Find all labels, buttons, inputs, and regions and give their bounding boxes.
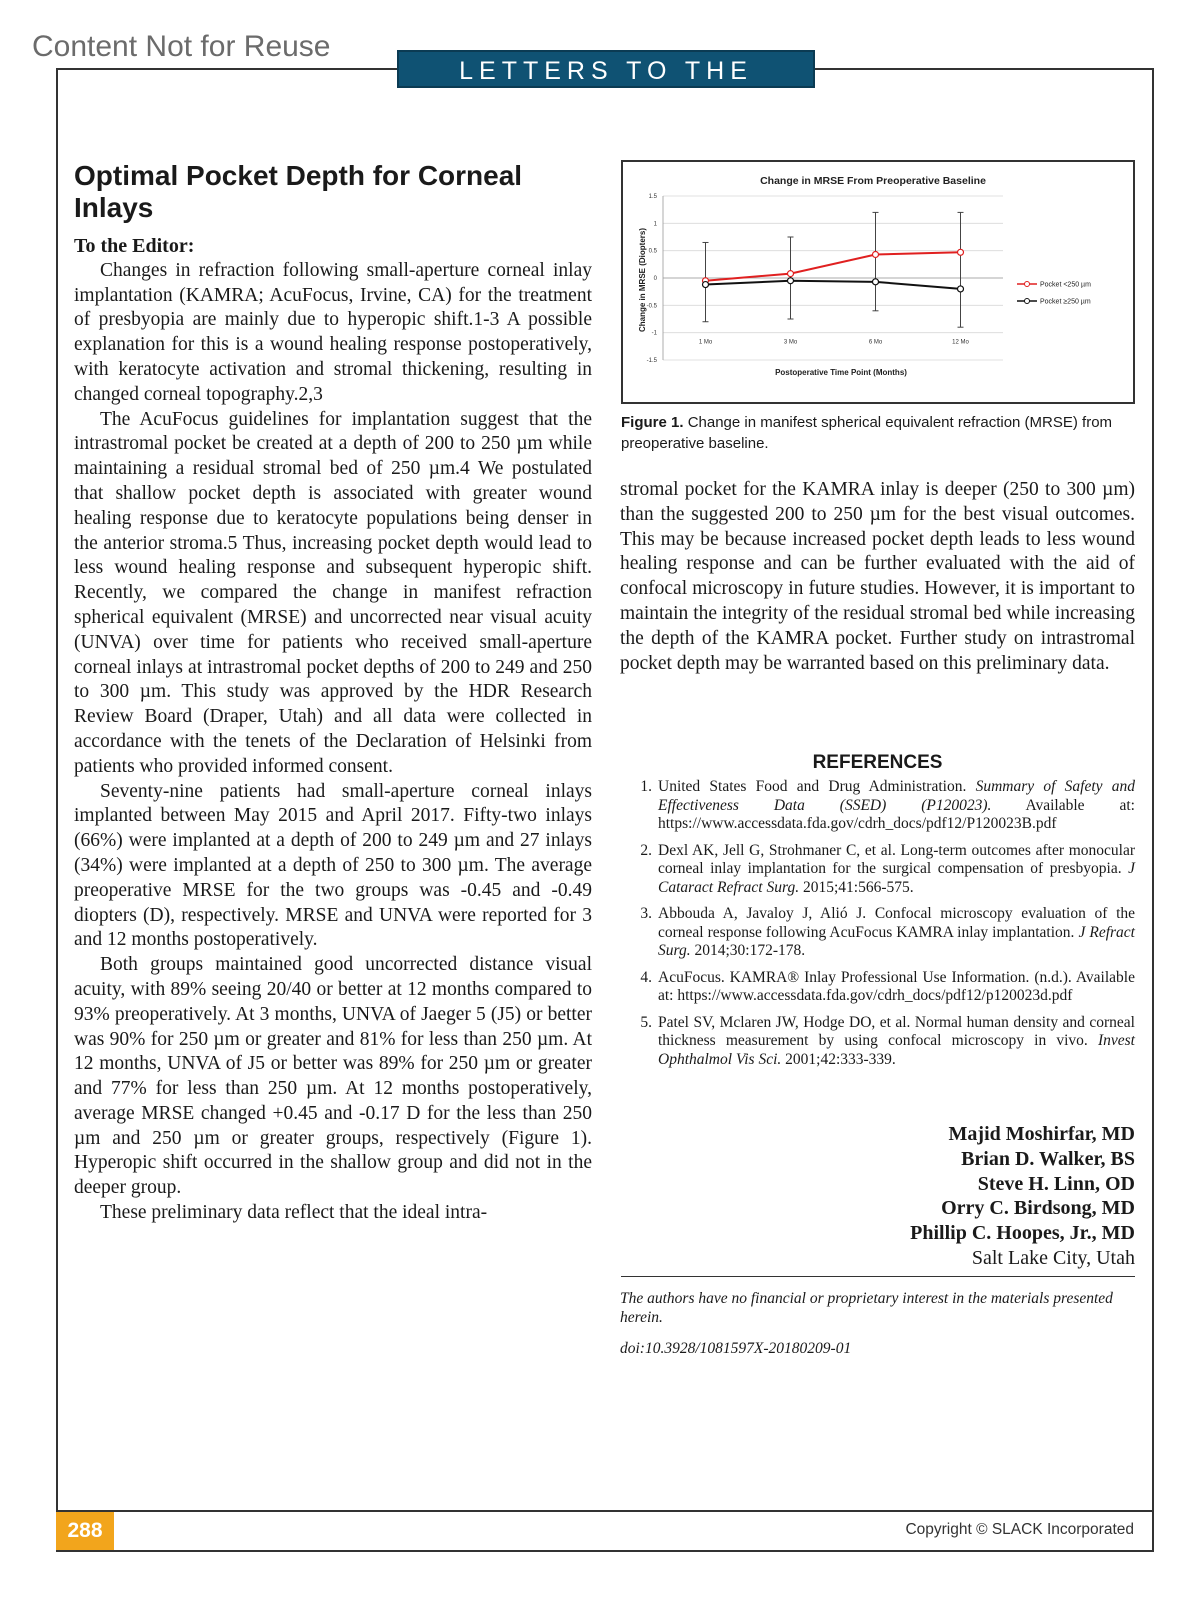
reference-number: 4. xyxy=(640,968,652,986)
salutation: To the Editor: xyxy=(74,235,195,257)
paragraph-1: Changes in refraction following small-aperture corneal inlay implantation (KAMRA; AcuFocus, Irvine, CA) for the treatment of presbyopia are mainly due to hyperopic shift.1-3 A possible explanation for this is a wound healing response postoperatively, with keratocyte activation and stromal thickening, resulting in changed corneal topography.2,3 xyxy=(74,259,592,405)
legend-label: Pocket ≥250 µm xyxy=(1040,298,1091,306)
article-title: Optimal Pocket Depth for Corneal Inlays xyxy=(74,160,523,223)
data-point xyxy=(873,251,879,257)
y-tick-label: 0.5 xyxy=(648,248,657,255)
author-block xyxy=(620,1122,1135,1271)
y-tick-label: 1 xyxy=(653,221,657,228)
y-tick-label: 1.5 xyxy=(648,194,657,200)
series-line xyxy=(706,252,961,280)
paragraph-4: Both groups maintained good uncorrected distance visual acuity, with 89% seeing 20/40 or better at 12 months compared to 93% preoperatively. At 3 months, UNVA of Jaeger 5 (J5) or better was 90% for 250 µm or greater and 81% for less than 250 µm. At 12 months, UNVA of J5 or better was 89% for 250 µm or greater and 77% for less than 250 µm. At 12 months postoperatively, average MRSE changed +0.45 and -0.17 D for the less than 250 µm and 250 µm or greater groups, respectively (Figure 1). Hyperopic shift occurred in the shallow group and did not in the deeper group. xyxy=(74,954,592,1199)
legend-marker xyxy=(1025,299,1030,304)
page-number: 288 xyxy=(56,1512,114,1550)
data-point xyxy=(788,271,794,277)
references-section xyxy=(620,752,1135,1077)
x-tick-label: 3 Mo xyxy=(783,339,798,346)
chart-title: Change in MRSE From Preoperative Baseline xyxy=(760,175,986,187)
reference-item xyxy=(620,969,1135,1006)
section-banner: LETTERS TO THE EDITOR xyxy=(397,50,815,88)
figure-caption-text: Change in manifest spherical equivalent refraction (MRSE) from preoperative baseline. xyxy=(621,414,1113,452)
y-tick-label: -1.5 xyxy=(646,358,657,364)
author-name: Brian D. Walker, BS xyxy=(961,1147,1135,1170)
author-name: Majid Moshirfar, MD xyxy=(948,1123,1135,1145)
data-point xyxy=(788,278,794,284)
x-tick-label: 6 Mo xyxy=(868,339,883,346)
data-point xyxy=(958,249,964,255)
legend-marker xyxy=(1025,282,1030,287)
footer-divider xyxy=(56,1510,1154,1512)
article-body xyxy=(74,160,592,1226)
y-tick-label: -0.5 xyxy=(646,303,657,310)
paragraph-2: The AcuFocus guidelines for implantation suggest that the intrastromal pocket be created at a depth of 200 to 250 µm while maintaining a residual stromal bed of 250 µm.4 We postulated that shallow pocket depth is associated with greater wound healing response due to keratocyte populations being denser in the anterior stroma.5 Thus, increasing pocket depth would lead to less wound healing response and subsequent hyperopic shift. Recently, we compared the change in manifest refraction spherical equivalent (MRSE) and uncorrected near visual acuity (UNVA) over time for patients who received small-aperture corneal inlays at intrastromal pocket depths of 200 to 249 and 250 to 300 µm. This study was approved by the HDR Research Review Board (Draper, Utah) and all data were collected in accordance with the tenets of the Declaration of Helsinki from patients who provided informed consent. xyxy=(74,408,592,777)
x-tick-label: 12 Mo xyxy=(952,339,969,346)
reference-list xyxy=(620,778,1135,1069)
reference-item xyxy=(620,842,1135,898)
reference-text: United States Food and Drug Administration. Summary of Safety and Effectiveness Data (SSED) (P120023). Available at: https://www.accessdata.fda.gov/cdrh_docs/pdf12/P120023B.pdf xyxy=(658,778,1135,832)
paragraph-3: Seventy-nine patients had small-aperture corneal inlays implanted between May 2015 and April 2017. Fifty-two inlays (66%) were implanted at a depth of 200 to 249 µm and 27 inlays (34%) were implanted at a depth of 250 to 300 µm. The average preoperative MRSE for the two groups was -0.45 and -0.49 diopters (D), respectively. MRSE and UNVA were reported for 3 and 12 months postoperatively. xyxy=(74,780,592,951)
x-axis-label: Postoperative Time Point (Months) xyxy=(775,368,907,377)
references-heading: REFERENCES xyxy=(812,752,943,773)
reference-number: 1. xyxy=(640,778,652,795)
legend-label: Pocket <250 µm xyxy=(1040,281,1091,289)
series-line xyxy=(706,281,961,289)
reference-number: 3. xyxy=(640,905,652,922)
author-location: Salt Lake City, Utah xyxy=(971,1246,1135,1269)
reference-text: Dexl AK, Jell G, Strohmaner C, et al. Long-term outcomes after monocular corneal inlay implantation for the surgical compensation of presbyopia. J Cataract Refract Surg. 2015;41:566-575. xyxy=(658,841,1135,896)
article-continuation: stromal pocket for the KAMRA inlay is deeper (250 to 300 µm) than the suggested 200 to 250 µm for the best visual outcomes. This may be because increased pocket depth leads to less wound healing response and can be further evaluated with the aid of confocal microscopy in future studies. However, it is important to maintain the integrity of the residual stromal bed while increasing the depth of the KAMRA pocket. Further study on intrastromal pocket depth may be warranted based on this preliminary data. xyxy=(620,479,1135,674)
figure-caption xyxy=(621,412,1139,454)
figure-1 xyxy=(621,160,1135,404)
data-point xyxy=(703,282,709,288)
y-tick-label: -1 xyxy=(651,330,657,337)
figure-caption-label: Figure 1. xyxy=(621,414,684,431)
copyright: Copyright © SLACK Incorporated xyxy=(905,1521,1134,1538)
x-tick-label: 1 Mo xyxy=(698,339,713,346)
author-name: Orry C. Birdsong, MD xyxy=(941,1197,1135,1220)
reference-text: Abbouda A, Javaloy J, Alió J. Confocal microscopy evaluation of the corneal response following AcuFocus KAMRA inlay implantation. J Refract Surg. 2014;30:172-178. xyxy=(658,905,1135,959)
y-axis-label: Change in MRSE (Diopters) xyxy=(638,227,647,333)
disclosure: The authors have no financial or proprietary interest in the materials presented herein. xyxy=(620,1290,1113,1326)
reference-number: 5. xyxy=(640,1013,652,1031)
y-tick-label: 0 xyxy=(653,276,657,282)
reference-text: Patel SV, Mclaren JW, Hodge DO, et al. Normal human density and corneal thickness measurement by using confocal microscopy in vivo. Invest Ophthalmol Vis Sci. 2001;42:333-339. xyxy=(658,1013,1135,1068)
paragraph-5: These preliminary data reflect that the ideal intra- xyxy=(100,1202,488,1224)
mrse-chart xyxy=(623,162,1133,402)
reference-item xyxy=(620,1014,1135,1070)
data-point xyxy=(873,279,879,285)
reference-item xyxy=(620,905,1135,961)
author-name: Phillip C. Hoopes, Jr., MD xyxy=(910,1222,1135,1245)
reference-item xyxy=(620,778,1135,834)
reference-text: AcuFocus. KAMRA® Inlay Professional Use Information. (n.d.). Available at: https://www.accessdata.fda.gov/cdrh_docs/pdf12/p120023d.pdf xyxy=(658,968,1135,1004)
doi: doi:10.3928/1081597X-20180209-01 xyxy=(620,1340,852,1357)
data-point xyxy=(958,286,964,292)
divider xyxy=(621,1276,1135,1277)
author-name: Steve H. Linn, OD xyxy=(977,1172,1135,1195)
reference-number: 2. xyxy=(640,841,652,859)
watermark: Content Not for Reuse xyxy=(32,30,331,63)
